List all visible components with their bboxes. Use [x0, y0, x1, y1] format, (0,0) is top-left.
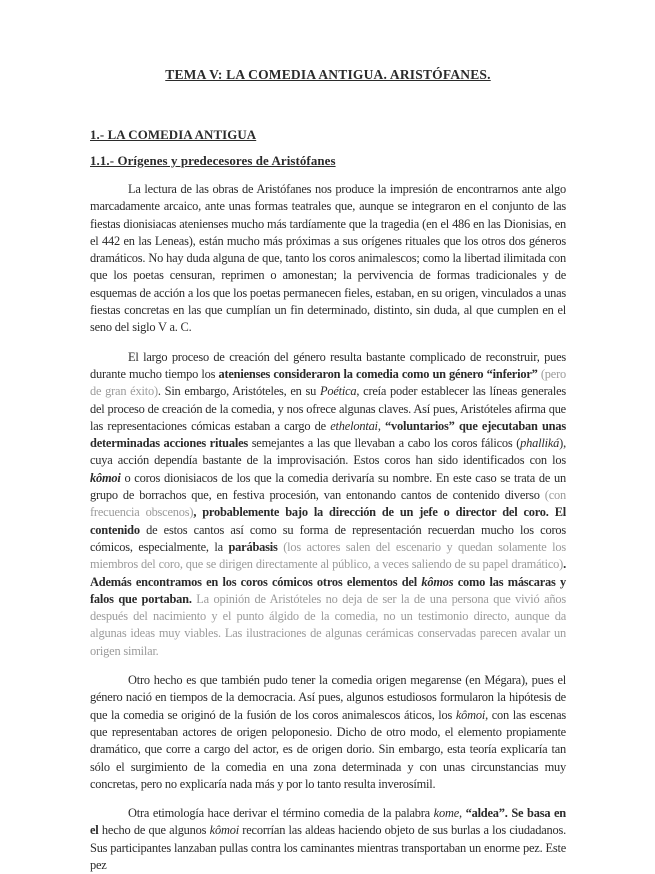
text-run: Otra etimología hace derivar el término comedia de la palabra [128, 806, 434, 821]
text-run: , probablemente bajo la dirección de un jefe o director del coro. El contenido [90, 505, 566, 537]
text-run: kômoi [455, 707, 486, 722]
text-run: Otro hecho es que también pudo tener la comedia origen megarense (en Mégara), pues el género nació en tiempos de la democracia. Así pues, algunos estudiosos formularon la hipótesis de que la comedia se originó de la fusión de los coros animalescos áticos, los [90, 673, 566, 722]
text-run: (pero de gran éxito) [90, 366, 567, 399]
text-run: Poética [319, 384, 357, 399]
text-run: semejantes a las que llevaban a cabo los coros fálicos ( [251, 436, 521, 451]
section-heading: 1.- LA COMEDIA ANTIGUA [90, 128, 257, 142]
text-run: El largo proceso de creación del género resulta bastante complicado de reconstruir, pues durante mucho tiempo los [90, 349, 566, 381]
text-run: kome [433, 806, 459, 821]
paragraph [90, 805, 566, 874]
text-run: , con las escenas que representaban actores de origen peloponesio. Dicho de otro modo, el elemento propiamente dramático, que corre a cargo del actor, es de origen dorio. Sin embargo, esta teoría explicaría tan sólo el surgimiento de la comedia en una zona determinada y con unas circunstancias muy concretas, pero no explicaría nada más y por lo tanto resulta inverosímil. [90, 707, 566, 791]
document-body [90, 181, 566, 874]
subsection-heading: 1.1.- Orígenes y predecesores de Aristófanes [90, 154, 336, 168]
text-run: La lectura de las obras de Aristófanes nos produce la impresión de encontrarnos ante algo marcadamente arcaico, ante unas formas teatrales que, aunque se integraron en el conjunto de las fiestas dionisiacas atenienses mucho más tardíamente que la tragedia (en el 486 en las Dionisias, en el 442 en las Leneas), están mucho más próximas a sus orígenes rituales que los otros dos géneros dramáticos. No hay duda alguna de que, tanto los coros animalescos; como la libertad ilimitada con que los poetas censuran, reprimen o amonestan; la pervivencia de formas tradicionales y de esquemas de acción a los que los poetas permanecen fieles, estaban, en su origen, vinculados a unas fiestas concretas en las que cumplían un fin determinado, distinto, sin duda, al que cumplen en el seno del siglo V a. C. [90, 182, 566, 335]
text-run: kômoi [90, 470, 121, 485]
paragraph [90, 672, 566, 793]
text-run: kômoi [209, 823, 239, 838]
text-run: “voluntarios” que ejecutaban unas determinadas acciones rituales [90, 418, 566, 451]
text-run: ethelontai [330, 418, 378, 433]
text-run: parábasis [228, 539, 284, 554]
document-title: TEMA V: LA COMEDIA ANTIGUA. ARISTÓFANES. [165, 67, 491, 82]
text-run: , creía poder establecer las líneas generales del proceso de creación de la comedia, y nos ofrece algunas claves. Así pues, Aristóteles afirma que las representaciones cómicas estaban a cargo de [90, 384, 566, 433]
text-run: ), cuya acción dependía bastante de la improvisación. Estos coros han sido identificados con los [90, 436, 566, 468]
text-run: (los actores salen del escenario y quedan solamente los miembros del coro, que se dirigen directamente al público, a veces saliendo de su papel dramático) [90, 539, 566, 572]
text-run: recorrían las aldeas haciendo objeto de sus burlas a los ciudadanos. Sus participantes lanzaban pullas contra los caminantes mientras transportaban un enorme pez. Este pez [90, 823, 566, 872]
paragraph [90, 349, 566, 660]
text-run: , [459, 806, 466, 821]
text-run: atenienses consideraron la comedia como un género “inferior” [218, 366, 541, 381]
text-run: como las máscaras y falos que portaban. [90, 574, 566, 606]
text-run: phalliká [520, 436, 560, 451]
text-run: o coros dionisiacos de los que la comedia derivaría su nombre. En este caso se trata de un grupo de borrachos que, en festiva procesión, van entonando cantos de contenido diverso [90, 470, 566, 503]
text-run: . Sin embargo, Aristóteles, en su [157, 384, 320, 399]
text-run: de estos cantos así como su forma de representación recuerdan mucho los coros cómicos, especialmente, la [90, 522, 566, 554]
text-run: La opinión de Aristóteles no deja de ser la de una persona que vivió años después del nacimiento y el punto álgido de la comedia, no un testimonio directo, aunque da algunas ideas muy viables. Las ilustraciones de algunas cerámicas conservadas parecen avalar un origen similar. [90, 591, 566, 658]
text-run: hecho de que algunos [101, 823, 210, 838]
text-run: “aldea”. Se basa en el [90, 806, 566, 838]
text-run: kômos [421, 574, 454, 589]
text-run: (con frecuencia obscenos) [90, 488, 566, 520]
text-run: . Además encontramos en los coros cómicos otros elementos del [90, 557, 566, 589]
paragraph [90, 181, 566, 337]
text-run: , [377, 418, 385, 433]
